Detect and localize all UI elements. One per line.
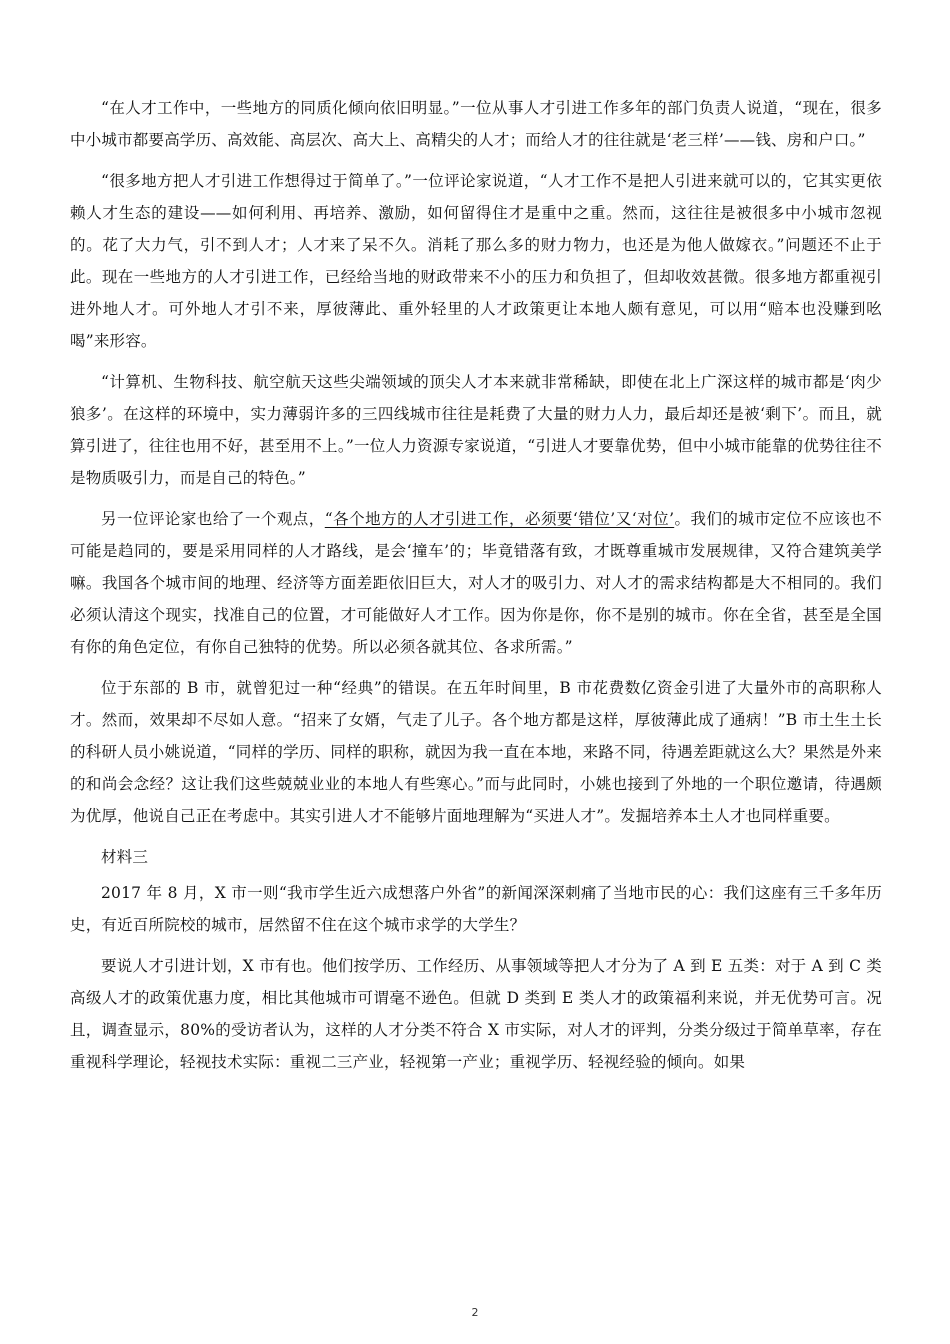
paragraph-2 <box>70 165 882 357</box>
paragraph-text: “很多地方把人才引进工作想得过于简单了。”一位评论家说道，“人才工作不是把人引进来就可以的，它其实更依赖人才生态的建设——如何利用、再培养、激励，如何留得住才是重中之重。然而，这往往是被很多中小城市忽视的。花了大力气，引不到人才；人才来了呆不久。消耗了那么多的财力物力，也还是为他人做嫁衣。”问题还不止于此。现在一些地方的人才引进工作，已经给当地的财政带来不小的压力和负担了，但却收效甚微。很多地方都重视引进外地人才。可外地人才引不来，厚彼薄此、重外轻里的人才政策更让本地人颇有意见，可以用“赔本也没赚到吆喝”来形容。 <box>70 172 882 350</box>
paragraph-3 <box>70 366 882 494</box>
paragraph-text: 2017 年 8 月，X 市一则“我市学生近六成想落户外省”的新闻深深刺痛了当地市民的心：我们这座有三千多年历史，有近百所院校的城市，居然留不住在这个城市求学的大学生？ <box>70 884 882 934</box>
paragraph-text: 要说人才引进计划，X 市有也。他们按学历、工作经历、从事领域等把人才分为了 A 到 E 五类：对于 A 到 C 类高级人才的政策优惠力度，相比其他城市可谓毫不逊色。但就 D 类到 E 类人才的政策福利来说，并无优势可言。况且，调查显示，80%的受访者认为，这样的人才分类不符合 X 市实际，对人才的评判，分类分级过于简单草率，存在重视科学理论，轻视技术实际：重视二三产业，轻视第一产业；重视学历、轻视经验的倾向。如果 <box>70 957 882 1071</box>
paragraph-text: 。我们的城市定位不应该也不可能是趋同的，要是采用同样的人才路线，是会‘撞车’的；毕竟错落有致，才既尊重城市发展规律，又符合建筑美学嘛。我国各个城市间的地理、经济等方面差距依旧巨大，对人才的吸引力、对人才的需求结构都是大不相同的。我们必须认清这个现实，找准自己的位置，才可能做好人才工作。因为你是你，你不是别的城市。你在全省，甚至是全国有你的角色定位，有你自己独特的优势。所以必须各就其位、各求所需。” <box>70 510 882 656</box>
paragraph-text: 另一位评论家也给了一个观点， <box>101 510 325 528</box>
paragraph-5 <box>70 672 882 832</box>
paragraph-7 <box>70 950 882 1078</box>
section-heading-text: 材料三 <box>101 848 149 866</box>
underlined-quote: “各个地方的人才引进工作，必须要‘错位’又‘对位’ <box>324 510 675 528</box>
paragraph-1 <box>70 92 882 156</box>
paragraph-text: “计算机、生物科技、航空航天这些尖端领域的顶尖人才本来就非常稀缺，即使在北上广深这样的城市都是‘肉少狼多’。在这样的环境中，实力薄弱许多的三四线城市往往是耗费了大量的财力人力，最后却还是被‘剩下’。而且，就算引进了，往往也用不好，甚至用不上。”一位人力资源专家说道，“引进人才要靠优势，但中小城市能靠的优势往往不是物质吸引力，而是自己的特色。” <box>70 373 882 487</box>
paragraph-text: 位于东部的 B 市，就曾犯过一种“经典”的错误。在五年时间里，B 市花费数亿资金引进了大量外市的高职称人才。然而，效果却不尽如人意。“招来了女婿，气走了儿子。各个地方都是这样，厚彼薄此成了通病！”B 市土生土长的科研人员小姚说道，“同样的学历、同样的职称，就因为我一直在本地，来路不同，待遇差距就这么大？果然是外来的和尚会念经？这让我们这些兢兢业业的本地人有些寒心。”而与此同时，小姚也接到了外地的一个职位邀请，待遇颇为优厚，他说自己正在考虑中。其实引进人才不能够片面地理解为“买进人才”。发掘培养本土人才也同样重要。 <box>70 679 882 825</box>
page-number: 2 <box>471 1306 479 1319</box>
paragraph-6 <box>70 877 882 941</box>
paragraph-text: “在人才工作中，一些地方的同质化倾向依旧明显。”一位从事人才引进工作多年的部门负责人说道，“现在，很多中小城市都要高学历、高效能、高层次、高大上、高精尖的人才；而给人才的往往就是‘老三样’——钱、房和户口。” <box>70 99 882 149</box>
document-body <box>70 92 882 1087</box>
section-heading <box>70 841 882 873</box>
paragraph-4 <box>70 503 882 663</box>
